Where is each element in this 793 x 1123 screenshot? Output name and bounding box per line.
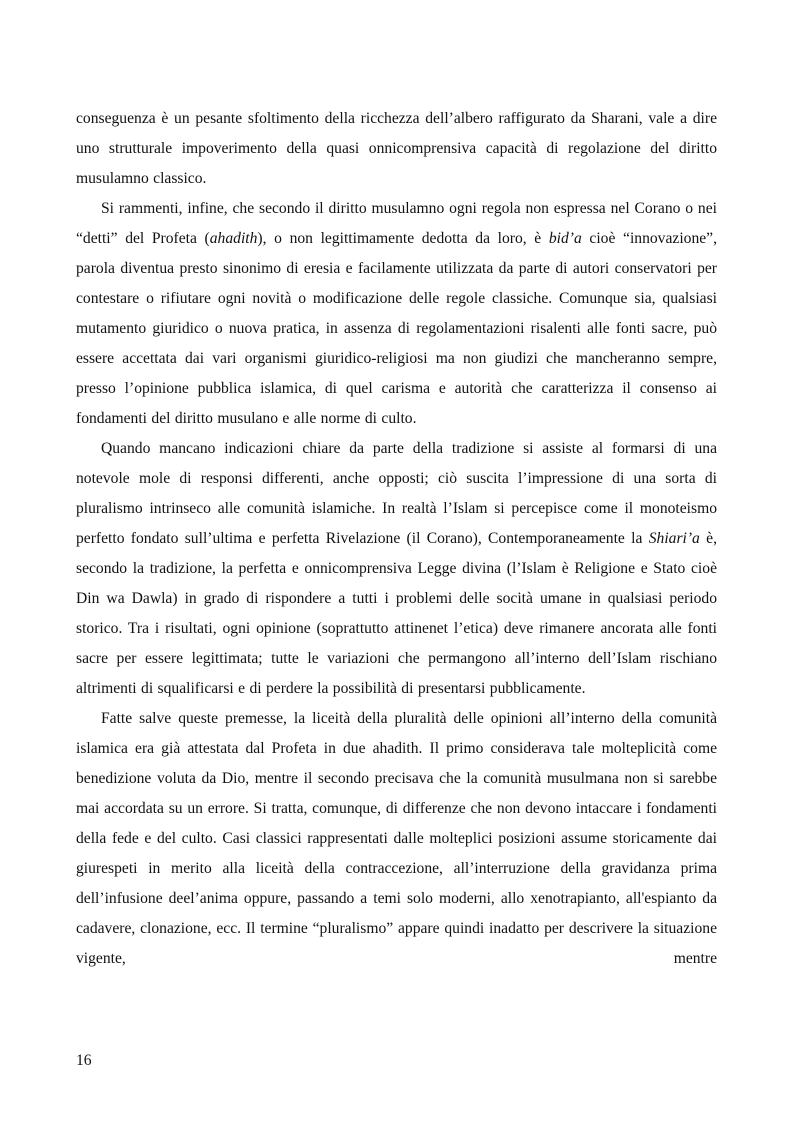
- paragraph-2: [76, 194, 717, 434]
- page-number: 16: [76, 1052, 92, 1069]
- text-segment: Si rammenti, infine, che secondo il diritto musulamno ogni regola non espressa nel Corano o nei “detti” del Profeta (: [76, 200, 717, 247]
- italic-term-bida: bid’a: [548, 230, 582, 247]
- text-segment: Fatte salve queste premesse, la liceità della pluralità delle opinioni all’interno della comunità islamica era già attestata dal Profeta in due ahadith. Il primo considerava tale molteplicità come benedizione voluta da Dio, mentre il secondo precisava che la comunità musulmana non si sarebbe mai accordata su un errore. Si tratta, comunque, di differenze che non devono intaccare i fondamenti della fede e del culto. Casi classici rappresentati dalle molteplici posizioni assume storicamente dai giurespeti in merito alla liceità della contraccezione, all’interruzione della gravidanza prima dell’infusione deel’anima oppure, passando a temi solo moderni, allo xenotrapianto, all'espianto da cadavere, clonazione, ecc. Il termine “pluralismo” appare quindi inadatto per descrivere la situazione vigente, mentre: [76, 710, 717, 967]
- text-segment: cioè “innovazione”, parola diventua presto sinonimo di eresia e facilamente utilizzata da parte di autori conservatori per contestare o rifiutare ogni novità o modificazione delle regole classiche. Comunque sia, qualsiasi mutamento giuridico o nuova pratica, in assenza di regolamentazioni risalenti alle fonti sacre, può essere accettata dai vari organismi giuridico-religiosi ma non giudizi che mancheranno sempre, presso l’opinione pubblica islamica, di quel carisma e autorità che caratterizza il consenso ai fondamenti del diritto musulano e alle norme di culto.: [76, 230, 717, 427]
- text-segment: ), o non legittimamente dedotta da loro, è: [257, 230, 549, 247]
- italic-term-ahadith: ahadith: [209, 230, 258, 247]
- paragraph-1: [76, 104, 717, 194]
- italic-term-shiaria: Shiari’a: [648, 530, 700, 547]
- text-segment: conseguenza è un pesante sfoltimento della ricchezza dell’albero raffigurato da Sharani, vale a dire uno strutturale impoverimento della quasi onnicomprensiva capacità di regolazione del diritto musulamno classico.: [76, 110, 717, 187]
- paragraph-3: [76, 434, 717, 704]
- paragraph-4: [76, 704, 717, 974]
- text-segment: Quando mancano indicazioni chiare da parte della tradizione si assiste al formarsi di una notevole mole di responsi differenti, anche opposti; ciò suscita l’impressione di una sorta di pluralismo intrinseco alle comunità islamiche. In realtà l’Islam si percepisce come il monoteismo perfetto fondato sull’ultima e perfetta Rivelazione (il Corano), Contemporaneamente la: [76, 440, 717, 547]
- body-text: [76, 104, 717, 974]
- text-segment: è, secondo la tradizione, la perfetta e onnicomprensiva Legge divina (l’Islam è Religione e Stato cioè Din wa Dawla) in grado di rispondere a tutti i problemi delle socità umane in qualsiasi periodo storico. Tra i risultati, ogni opinione (soprattutto attinenet l’etica) deve rimanere ancorata alle fonti sacre per essere legittimata; tutte le variazioni che permangono all’interno dell’Islam rischiano altrimenti di squalificarsi e di perdere la possibilità di presentarsi pubblicamente.: [76, 530, 717, 697]
